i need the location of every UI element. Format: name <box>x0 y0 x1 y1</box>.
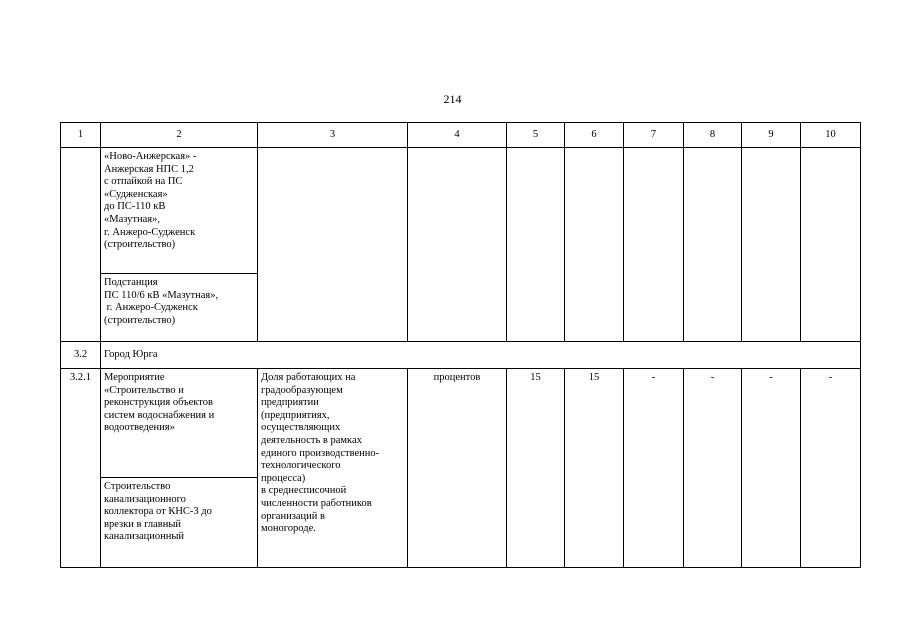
measure-name-cell <box>101 478 258 568</box>
measure-name-line: г. Анжеро-Судженск <box>104 302 198 314</box>
measure-name-line: водоотведения» <box>104 422 175 434</box>
section-row <box>61 342 861 369</box>
measure-name-line: систем водоснабжения и <box>104 409 215 421</box>
indicator-line: осуществляющих <box>261 422 341 434</box>
header-cell: 3 <box>258 123 408 148</box>
measure-name-line: «Мазутная», <box>104 213 160 225</box>
indicator-cell <box>258 148 408 342</box>
header-cell: 9 <box>742 123 801 148</box>
measure-name-line: «Строительство и <box>104 384 184 396</box>
data-table <box>60 122 861 568</box>
measure-name-line: канализационный <box>104 531 185 543</box>
indicator-line: предприятии <box>261 397 319 409</box>
indicator-line: градообразующем <box>261 384 343 396</box>
unit-cell: процентов <box>408 369 507 568</box>
header-cell: 10 <box>801 123 861 148</box>
measure-name-line: врезки в главный <box>104 518 181 530</box>
measure-name-line: ПС 110/6 кВ «Мазутная», <box>104 289 219 301</box>
measure-name-line: реконструкция объектов <box>104 397 213 409</box>
value-cell <box>507 148 565 342</box>
indicator-line: Доля работающих на <box>261 372 356 383</box>
measure-name-line: «Ново-Анжерская» - <box>104 151 197 162</box>
value-cell <box>565 148 624 342</box>
indicator-line: организаций в <box>261 510 325 522</box>
measure-name-line: Подстанция <box>104 277 158 288</box>
indicator-cell <box>258 369 408 568</box>
indicator-line: деятельность в рамках <box>261 434 362 446</box>
value-cell: - <box>801 369 861 568</box>
measure-name-line: (строительство) <box>104 314 176 326</box>
measure-name-line: Мероприятие <box>104 372 165 383</box>
row-number-cell: 3.2.1 <box>61 369 101 568</box>
value-cell <box>801 148 861 342</box>
value-cell: - <box>684 369 742 568</box>
header-cell: 6 <box>565 123 624 148</box>
table-header-row <box>61 123 861 148</box>
row-number-cell <box>61 148 101 342</box>
indicator-line: технологического <box>261 460 341 472</box>
measure-name-line: г. Анжеро-Судженск <box>104 226 196 238</box>
page-number: 214 <box>443 92 462 106</box>
measure-name-line: канализационного <box>104 493 186 505</box>
value-cell <box>684 148 742 342</box>
header-cell: 2 <box>101 123 258 148</box>
measure-name-line: Анжерская НПС 1,2 <box>104 163 194 175</box>
table-row <box>61 369 861 478</box>
measure-name-line: «Судженская» <box>104 188 168 200</box>
table-row <box>61 148 861 274</box>
measure-name-line: коллектора от КНС-3 до <box>104 506 212 518</box>
value-cell: - <box>624 369 684 568</box>
header-cell: 4 <box>408 123 507 148</box>
indicator-line: единого производственно- <box>261 447 380 459</box>
measure-name-line: Строительство <box>104 481 171 492</box>
measure-name-cell <box>101 148 258 274</box>
indicator-line: моногороде. <box>261 523 316 535</box>
measure-name-cell <box>101 274 258 342</box>
indicator-line: численности работников <box>261 497 372 509</box>
unit-cell <box>408 148 507 342</box>
measure-name-line: с отпайкой на ПС <box>104 176 183 188</box>
value-cell <box>742 148 801 342</box>
value-cell: 15 <box>565 369 624 568</box>
measure-name-line: до ПС-110 кВ <box>104 201 166 213</box>
indicator-line: процесса) <box>261 472 306 484</box>
measure-name-cell <box>101 369 258 478</box>
indicator-line: (предприятиях, <box>261 409 330 421</box>
indicator-line: в среднесписочной <box>261 485 347 497</box>
value-cell <box>624 148 684 342</box>
section-title: Город Юрга <box>101 342 861 369</box>
value-cell: 15 <box>507 369 565 568</box>
header-cell: 8 <box>684 123 742 148</box>
header-cell: 7 <box>624 123 684 148</box>
section-number: 3.2 <box>61 342 101 369</box>
measure-name-line: (строительство) <box>104 239 176 251</box>
header-cell: 5 <box>507 123 565 148</box>
value-cell: - <box>742 369 801 568</box>
header-cell: 1 <box>61 123 101 148</box>
